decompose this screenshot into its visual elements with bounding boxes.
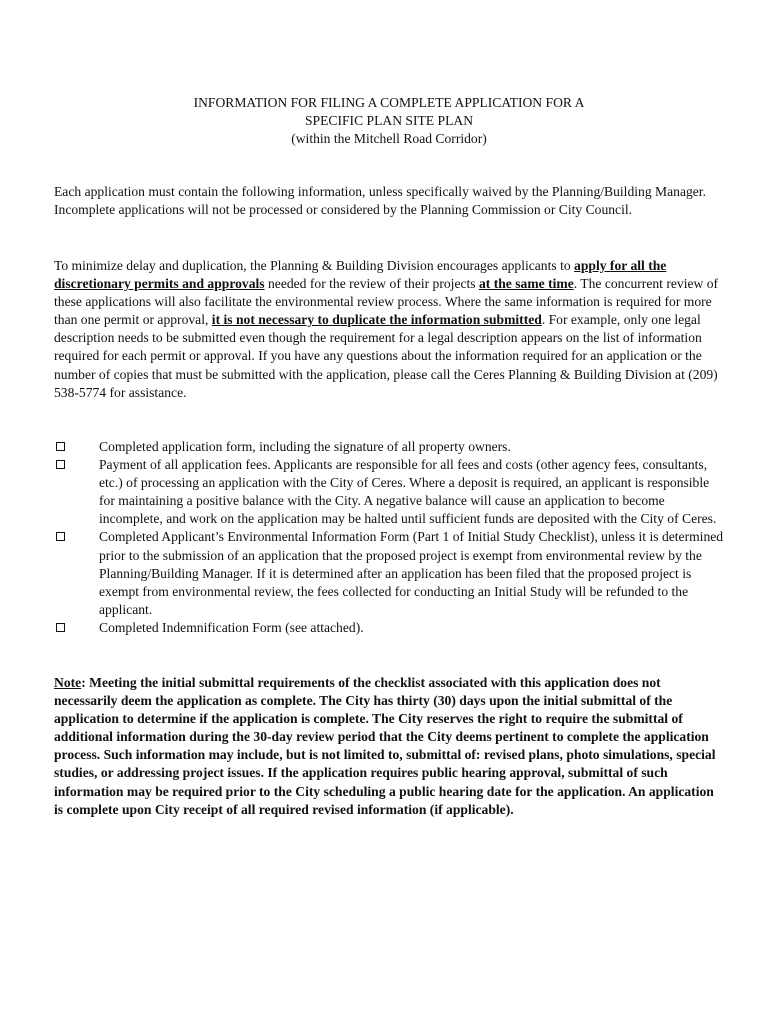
checklist-item [54, 456, 726, 528]
checkbox[interactable] [56, 623, 65, 632]
checklist-item [54, 438, 726, 456]
title-line-2: SPECIFIC PLAN SITE PLAN [304, 113, 474, 128]
minimize-text-4: . For example, only one legal description needs to be submitted even though the requirement for a legal description appears on the list of information required for each permit or approval. If you have any questions about the information required for an application or the number of copies that must be submitted with the application, please call the Ceres Planning & Building Division at (209) 538-5774 for assistance. [54, 312, 718, 400]
title-line-1: INFORMATION FOR FILING A COMPLETE APPLICATION FOR A [193, 95, 585, 110]
checklist-item-text: Completed Applicant’s Environmental Information Form (Part 1 of Initial Study Checklist), unless it is determined prior to the submission of an application that the proposed project is exempt from environmental review by the Planning/Building Manager. If it is determined after an application has been filed that the proposed project is exempt from environmental review, the fees collected for conducting an Initial Study will be refunded to the applicant. [99, 529, 724, 617]
checklist [54, 438, 726, 637]
note-text: : Meeting the initial submittal requirements of the checklist associated with this application does not necessarily deem the application as complete. The City has thirty (30) days upon the initial submittal of the application to determine if the application is complete. The City reserves the right to require the submittal of additional information during the 30-day review period that the City deems pertinent to complete the application process. Such information may include, but is not limited to, submittal of: revised plans, photo simulations, special studies, or addressing project issues. If the application requires public hearing approval, submittal of such information may be required prior to the City scheduling a public hearing date for the application. An application is complete upon City receipt of all required revised information (if applicable). [54, 675, 716, 817]
emphasis-apply-all: apply for all the discretionary permits and approvals [54, 258, 667, 292]
minimize-paragraph [54, 257, 724, 402]
intro-paragraph: Each application must contain the following information, unless specifically waived by the Planning/Building Manager. Incomplete applications will not be processed or considered by the Planning Commission or City Council. [54, 184, 706, 218]
checklist-item [54, 619, 726, 637]
document-title [0, 94, 770, 148]
title-line-3: (within the Mitchell Road Corridor) [291, 131, 487, 146]
checklist-item [54, 528, 726, 618]
emphasis-no-duplicate: it is not necessary to duplicate the information submitted [211, 312, 542, 328]
note-paragraph [54, 674, 726, 819]
minimize-text-1: To minimize delay and duplication, the Planning & Building Division encourages applicants to [54, 258, 575, 273]
checkbox[interactable] [56, 532, 65, 541]
checkbox[interactable] [56, 442, 65, 451]
checkbox[interactable] [56, 460, 65, 469]
minimize-text-3: . The concurrent review of these applications will also facilitate the environmental review process. Where the same information is required for more than one permit or approval, [54, 276, 719, 328]
checklist-item-text: Payment of all application fees. Applicants are responsible for all fees and costs (other agency fees, consultants, etc.) of processing an application with the City of Ceres. Where a deposit is required, an applicant is responsible for maintaining a positive balance with the City. A negative balance will cause an application to become incomplete, and work on the application may be halted until sufficient funds are deposited with the City of Ceres. [99, 457, 717, 527]
checklist-item-text: Completed Indemnification Form (see attached). [99, 619, 364, 635]
minimize-text-2: needed for the review of their projects [264, 276, 479, 292]
note-label: Note [54, 675, 82, 690]
emphasis-same-time: at the same time [478, 276, 574, 292]
checklist-item-text: Completed application form, including the signature of all property owners. [99, 439, 511, 454]
